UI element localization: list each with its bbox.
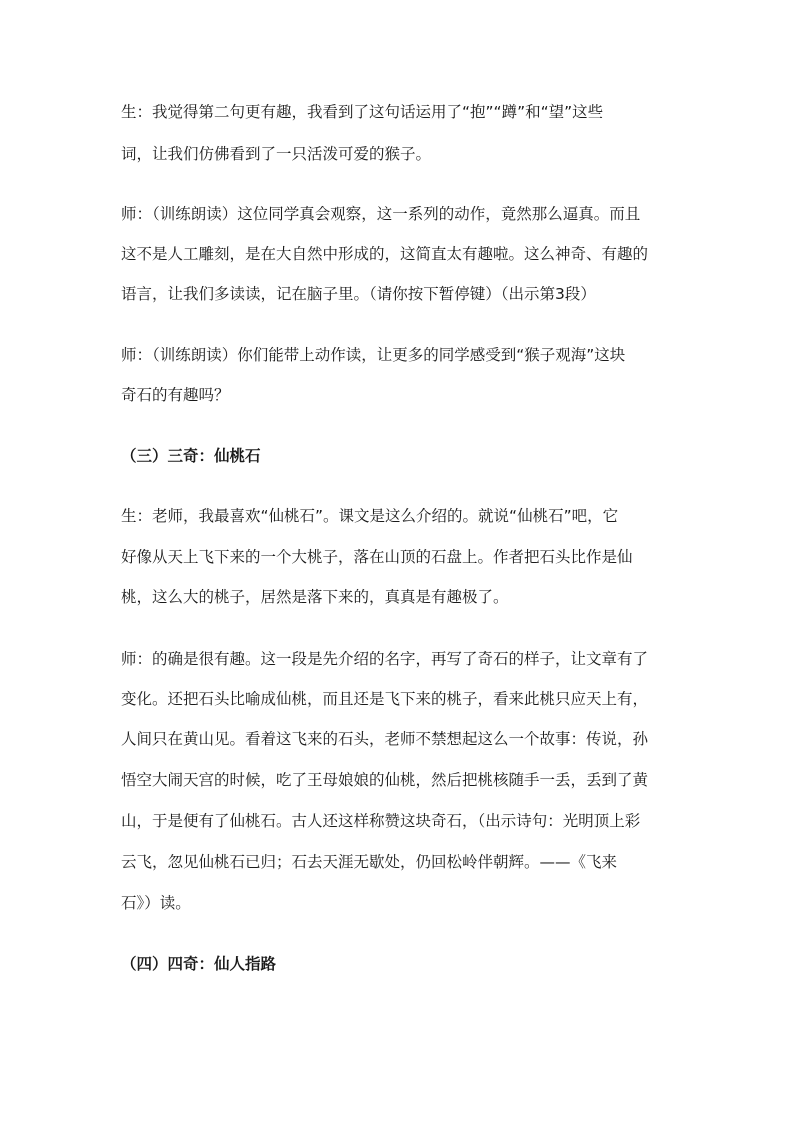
paragraph-6-line-2: 变化。还把石头比喻成仙桃，而且还是飞下来的桃子，看来此桃只应天上有， — [121, 690, 649, 708]
paragraph-3-line-2: 奇石的有趣吗？ — [121, 386, 230, 404]
paragraph-6-line-3: 人间只在黄山见。看着这飞来的石头，老师不禁想起这么一个故事：传说，孙 — [121, 730, 649, 748]
paragraph-2-line-3: 语言，让我们多读读，记在脑子里。（请你按下暂停键）（出示第3段） — [121, 285, 596, 303]
paragraph-1-line-1: 生：我觉得第二句更有趣，我看到了这句话运用了“抱”“蹲”和“望”这些 — [121, 103, 604, 121]
paragraph-5-line-2: 好像从天上飞下来的一个大桃子，落在山顶的石盘上。作者把石头比作是仙 — [121, 548, 633, 566]
paragraph-6-line-6: 云飞，忽见仙桃石已归；石去天涯无歇处，仍回松岭伴朝辉。——《飞来 — [121, 853, 618, 871]
section-heading-4: （四）四奇：仙人指路 — [121, 955, 277, 973]
paragraph-6-line-1: 师：的确是很有趣。这一段是先介绍的名字，再写了奇石的样子，让文章有了 — [121, 650, 649, 668]
paragraph-5-line-1: 生：老师，我最喜欢“仙桃石”。课文是这么介绍的。就说“仙桃石”吧，它 — [121, 507, 619, 525]
paragraph-6-line-4: 悟空大闹天宫的时候，吃了王母娘娘的仙桃，然后把桃核随手一丢，丢到了黄 — [121, 771, 649, 789]
paragraph-6-line-7: 石》）读。 — [121, 894, 191, 912]
paragraph-6-line-5: 山，于是便有了仙桃石。古人还这样称赞这块奇石，（出示诗句：光明顶上彩 — [121, 812, 641, 830]
paragraph-2-line-1: 师：（训练朗读）这位同学真会观察，这一系列的动作，竟然那么逼真。而且 — [121, 205, 641, 223]
section-heading-3: （三）三奇：仙桃石 — [121, 447, 261, 465]
paragraph-5-line-3: 桃，这么大的桃子，居然是落下来的，真真是有趣极了。 — [121, 588, 509, 606]
paragraph-3-line-1: 师：（训练朗读）你们能带上动作读，让更多的同学感受到“猴子观海”这块 — [121, 346, 626, 364]
paragraph-2-line-2: 这不是人工雕刻，是在大自然中形成的，这简直太有趣啦。这么神奇、有趣的 — [121, 245, 649, 263]
paragraph-1-line-2: 词，让我们仿佛看到了一只活泼可爱的猴子。 — [121, 145, 432, 163]
